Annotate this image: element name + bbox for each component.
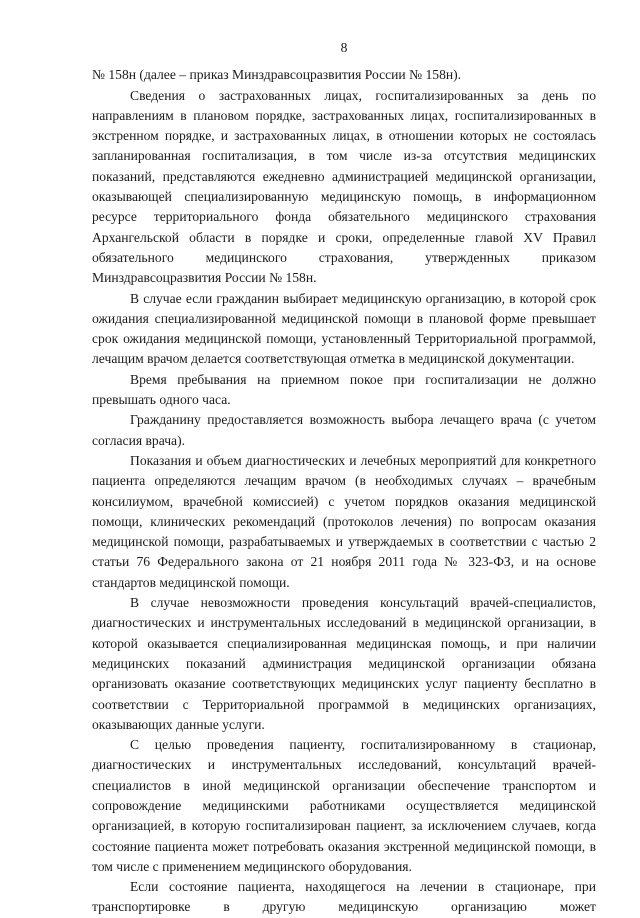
paragraph: Показания и объем диагностических и лечебных мероприятий для конкретного пациента определяются лечащим врачом (в необходимых случаях – врачебным консилиумом, врачебной комиссией) с учетом порядков оказания медицинской помощи, клинических рекомендаций (протоколов лечения) по вопросам оказания медицинской помощи, разрабатываемых и утверждаемых в соответствии с частью 2 статьи 76 Федерального закона от 21 ноября 2011 года № 323-ФЗ, и на основе стандартов медицинской помощи. bbox=[92, 452, 596, 590]
paragraph: В случае если гражданин выбирает медицинскую организацию, в которой срок ожидания специализированной медицинской помощи в плановой форме превышает срок ожидания медицинской помощи, установленный Территориальной программой, лечащим врачом делается соответствующая отметка в медицинской документации. bbox=[92, 290, 596, 367]
paragraph: Гражданину предоставляется возможность выбора лечащего врача (с учетом согласия врача). bbox=[92, 412, 596, 448]
document-page bbox=[92, 38, 596, 918]
paragraph: № 158н (далее – приказ Минздравсоцразвития России № 158н). bbox=[92, 67, 462, 83]
paragraph: В случае невозможности проведения консультаций врачей-специалистов, диагностических и инструментальных исследований в медицинской организации, в которой оказывается специализированная медицинская помощь, и при наличии медицинских показаний администрация медицинской организации обязана организовать оказание соответствующих медицинских услуг пациенту бесплатно в соответствии с Территориальной программой в медицинских организациях, оказывающих данные услуги. bbox=[92, 595, 596, 732]
page-number: 8 bbox=[340, 40, 348, 55]
paragraph: Если состояние пациента, находящегося на лечении в стационаре, при транспортировке в другую медицинскую организацию может bbox=[92, 879, 596, 915]
paragraph: Сведения о застрахованных лицах, госпитализированных за день по направлениям в плановом порядке, застрахованных лицах, госпитализированных в экстренном порядке, и застрахованных лицах, в отношении которых не состоялась запланированная госпитализация, в том числе из-за отсутствия медицинских показаний, представляются ежедневно администрацией медицинской организации, оказывающей специализированную медицинскую помощь, в информационном ресурсе территориального фонда обязательного медицинского страхования Архангельской области в порядке и сроки, определенные главой XV Правил обязательного медицинского страхования, утвержденных приказом Минздравсоцразвития России № 158н. bbox=[92, 87, 596, 286]
paragraph: С целью проведения пациенту, госпитализированному в стационар, диагностических и инструментальных исследований, консультаций врачей-специалистов в иной медицинской организации обеспечение транспортом и сопровождение медицинскими работниками осуществляется медицинской организацией, в которую госпитализирован пациент, за исключением случаев, когда состояние пациента может потребовать оказания экстренной медицинской помощи, в том числе с применением медицинского оборудования. bbox=[92, 737, 596, 874]
paragraph: Время пребывания на приемном покое при госпитализации не должно превышать одного часа. bbox=[92, 371, 596, 408]
